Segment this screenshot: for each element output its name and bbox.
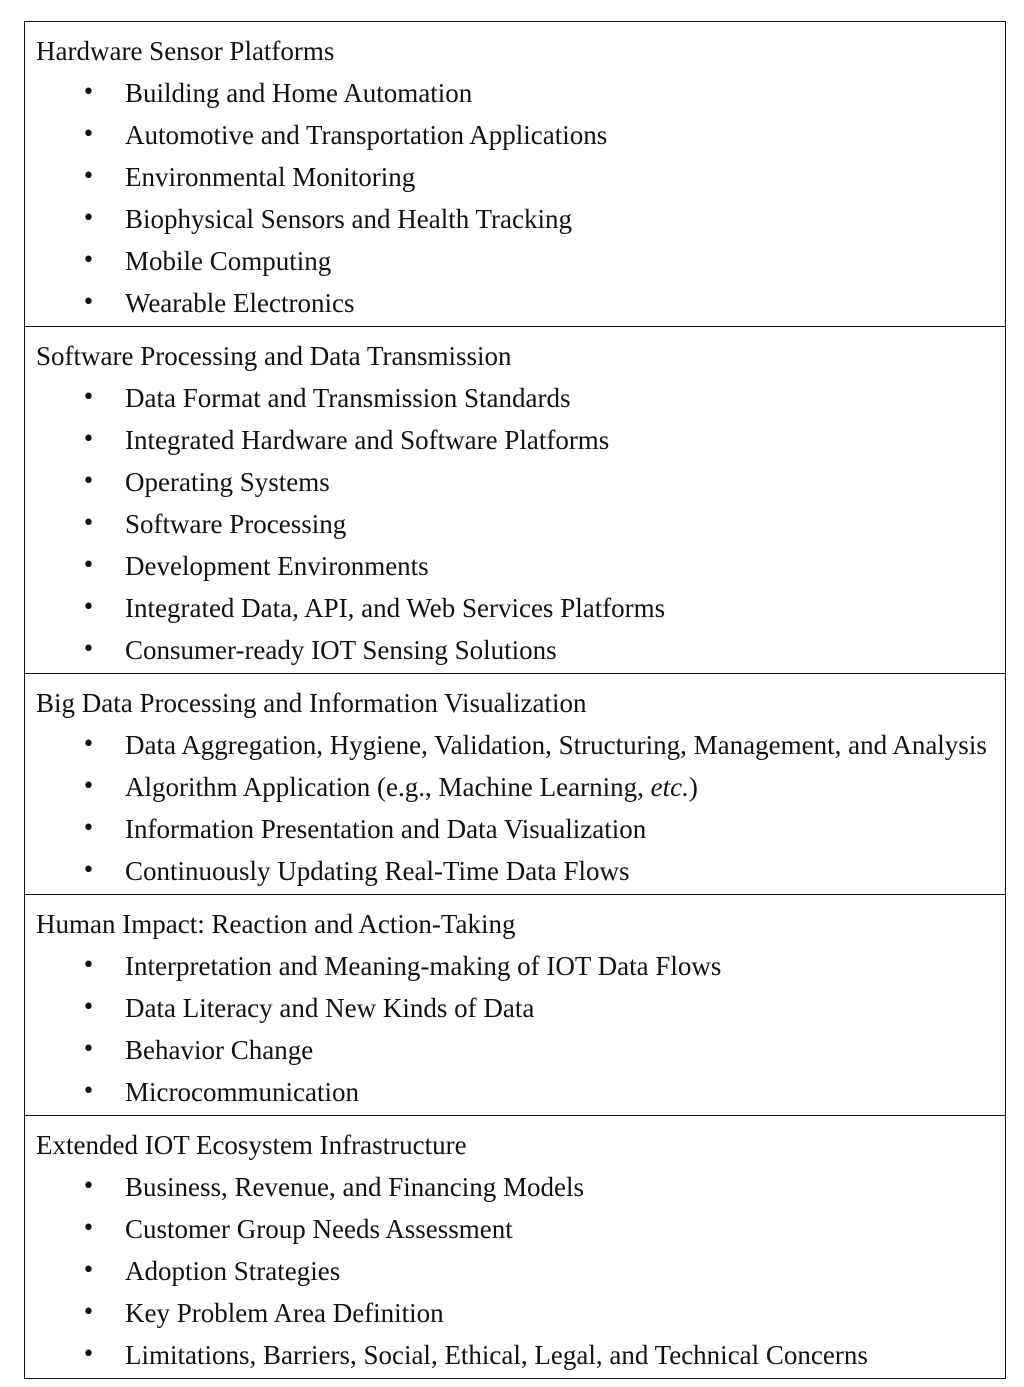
list-item-text-close: ): [688, 772, 698, 802]
section-title: Extended IOT Ecosystem Infrastructure: [36, 1130, 467, 1160]
bullet-list: [36, 1166, 995, 1376]
section-software-processing: [25, 326, 1005, 673]
section-title: Big Data Processing and Information Visualization: [36, 688, 587, 718]
bullet-list: [36, 377, 995, 671]
list-item-text: Algorithm Application (e.g., Machine Learning,: [125, 772, 651, 802]
section-extended-iot-ecosystem: [25, 1115, 1005, 1378]
section-title: Software Processing and Data Transmission: [36, 341, 512, 371]
list-item: • Continuously Updating Real-Time Data Flows: [36, 850, 995, 892]
list-item: • Behavior Change: [36, 1029, 995, 1071]
list-item: • Biophysical Sensors and Health Tracking: [36, 198, 995, 240]
section-human-impact: [25, 894, 1005, 1115]
list-item: • Integrated Hardware and Software Platforms: [36, 419, 995, 461]
bullet-list: [36, 945, 995, 1113]
section-big-data-processing: [25, 673, 1005, 894]
bullet-list: [36, 72, 995, 324]
section-title: Hardware Sensor Platforms: [36, 36, 335, 66]
list-item: • Software Processing: [36, 503, 995, 545]
list-item: • Data Format and Transmission Standards: [36, 377, 995, 419]
section-title: Human Impact: Reaction and Action-Taking: [36, 909, 516, 939]
list-item: • Limitations, Barriers, Social, Ethical, Legal, and Technical Concerns: [36, 1334, 995, 1376]
list-item: • Development Environments: [36, 545, 995, 587]
list-item: • Mobile Computing: [36, 240, 995, 282]
list-item: • Environmental Monitoring: [36, 156, 995, 198]
bullet-list: [36, 724, 995, 892]
list-item: • Key Problem Area Definition: [36, 1292, 995, 1334]
list-item: • Automotive and Transportation Applications: [36, 114, 995, 156]
list-item: • Data Aggregation, Hygiene, Validation, Structuring, Management, and Analysis: [36, 724, 995, 766]
list-item: • Microcommunication: [36, 1071, 995, 1113]
list-item-algorithm-application: [36, 766, 995, 808]
list-item: • Business, Revenue, and Financing Models: [36, 1166, 995, 1208]
iot-topics-table: [24, 21, 1006, 1379]
list-item: • Adoption Strategies: [36, 1250, 995, 1292]
list-item: • Building and Home Automation: [36, 72, 995, 114]
list-item-italic-text: etc.: [650, 772, 689, 802]
list-item: • Data Literacy and New Kinds of Data: [36, 987, 995, 1029]
list-item: • Information Presentation and Data Visualization: [36, 808, 995, 850]
section-hardware-sensor-platforms: [25, 22, 1005, 326]
list-item: • Operating Systems: [36, 461, 995, 503]
list-item: • Interpretation and Meaning-making of IOT Data Flows: [36, 945, 995, 987]
list-item: • Wearable Electronics: [36, 282, 995, 324]
list-item: • Customer Group Needs Assessment: [36, 1208, 995, 1250]
list-item: • Integrated Data, API, and Web Services Platforms: [36, 587, 995, 629]
list-item: • Consumer-ready IOT Sensing Solutions: [36, 629, 995, 671]
